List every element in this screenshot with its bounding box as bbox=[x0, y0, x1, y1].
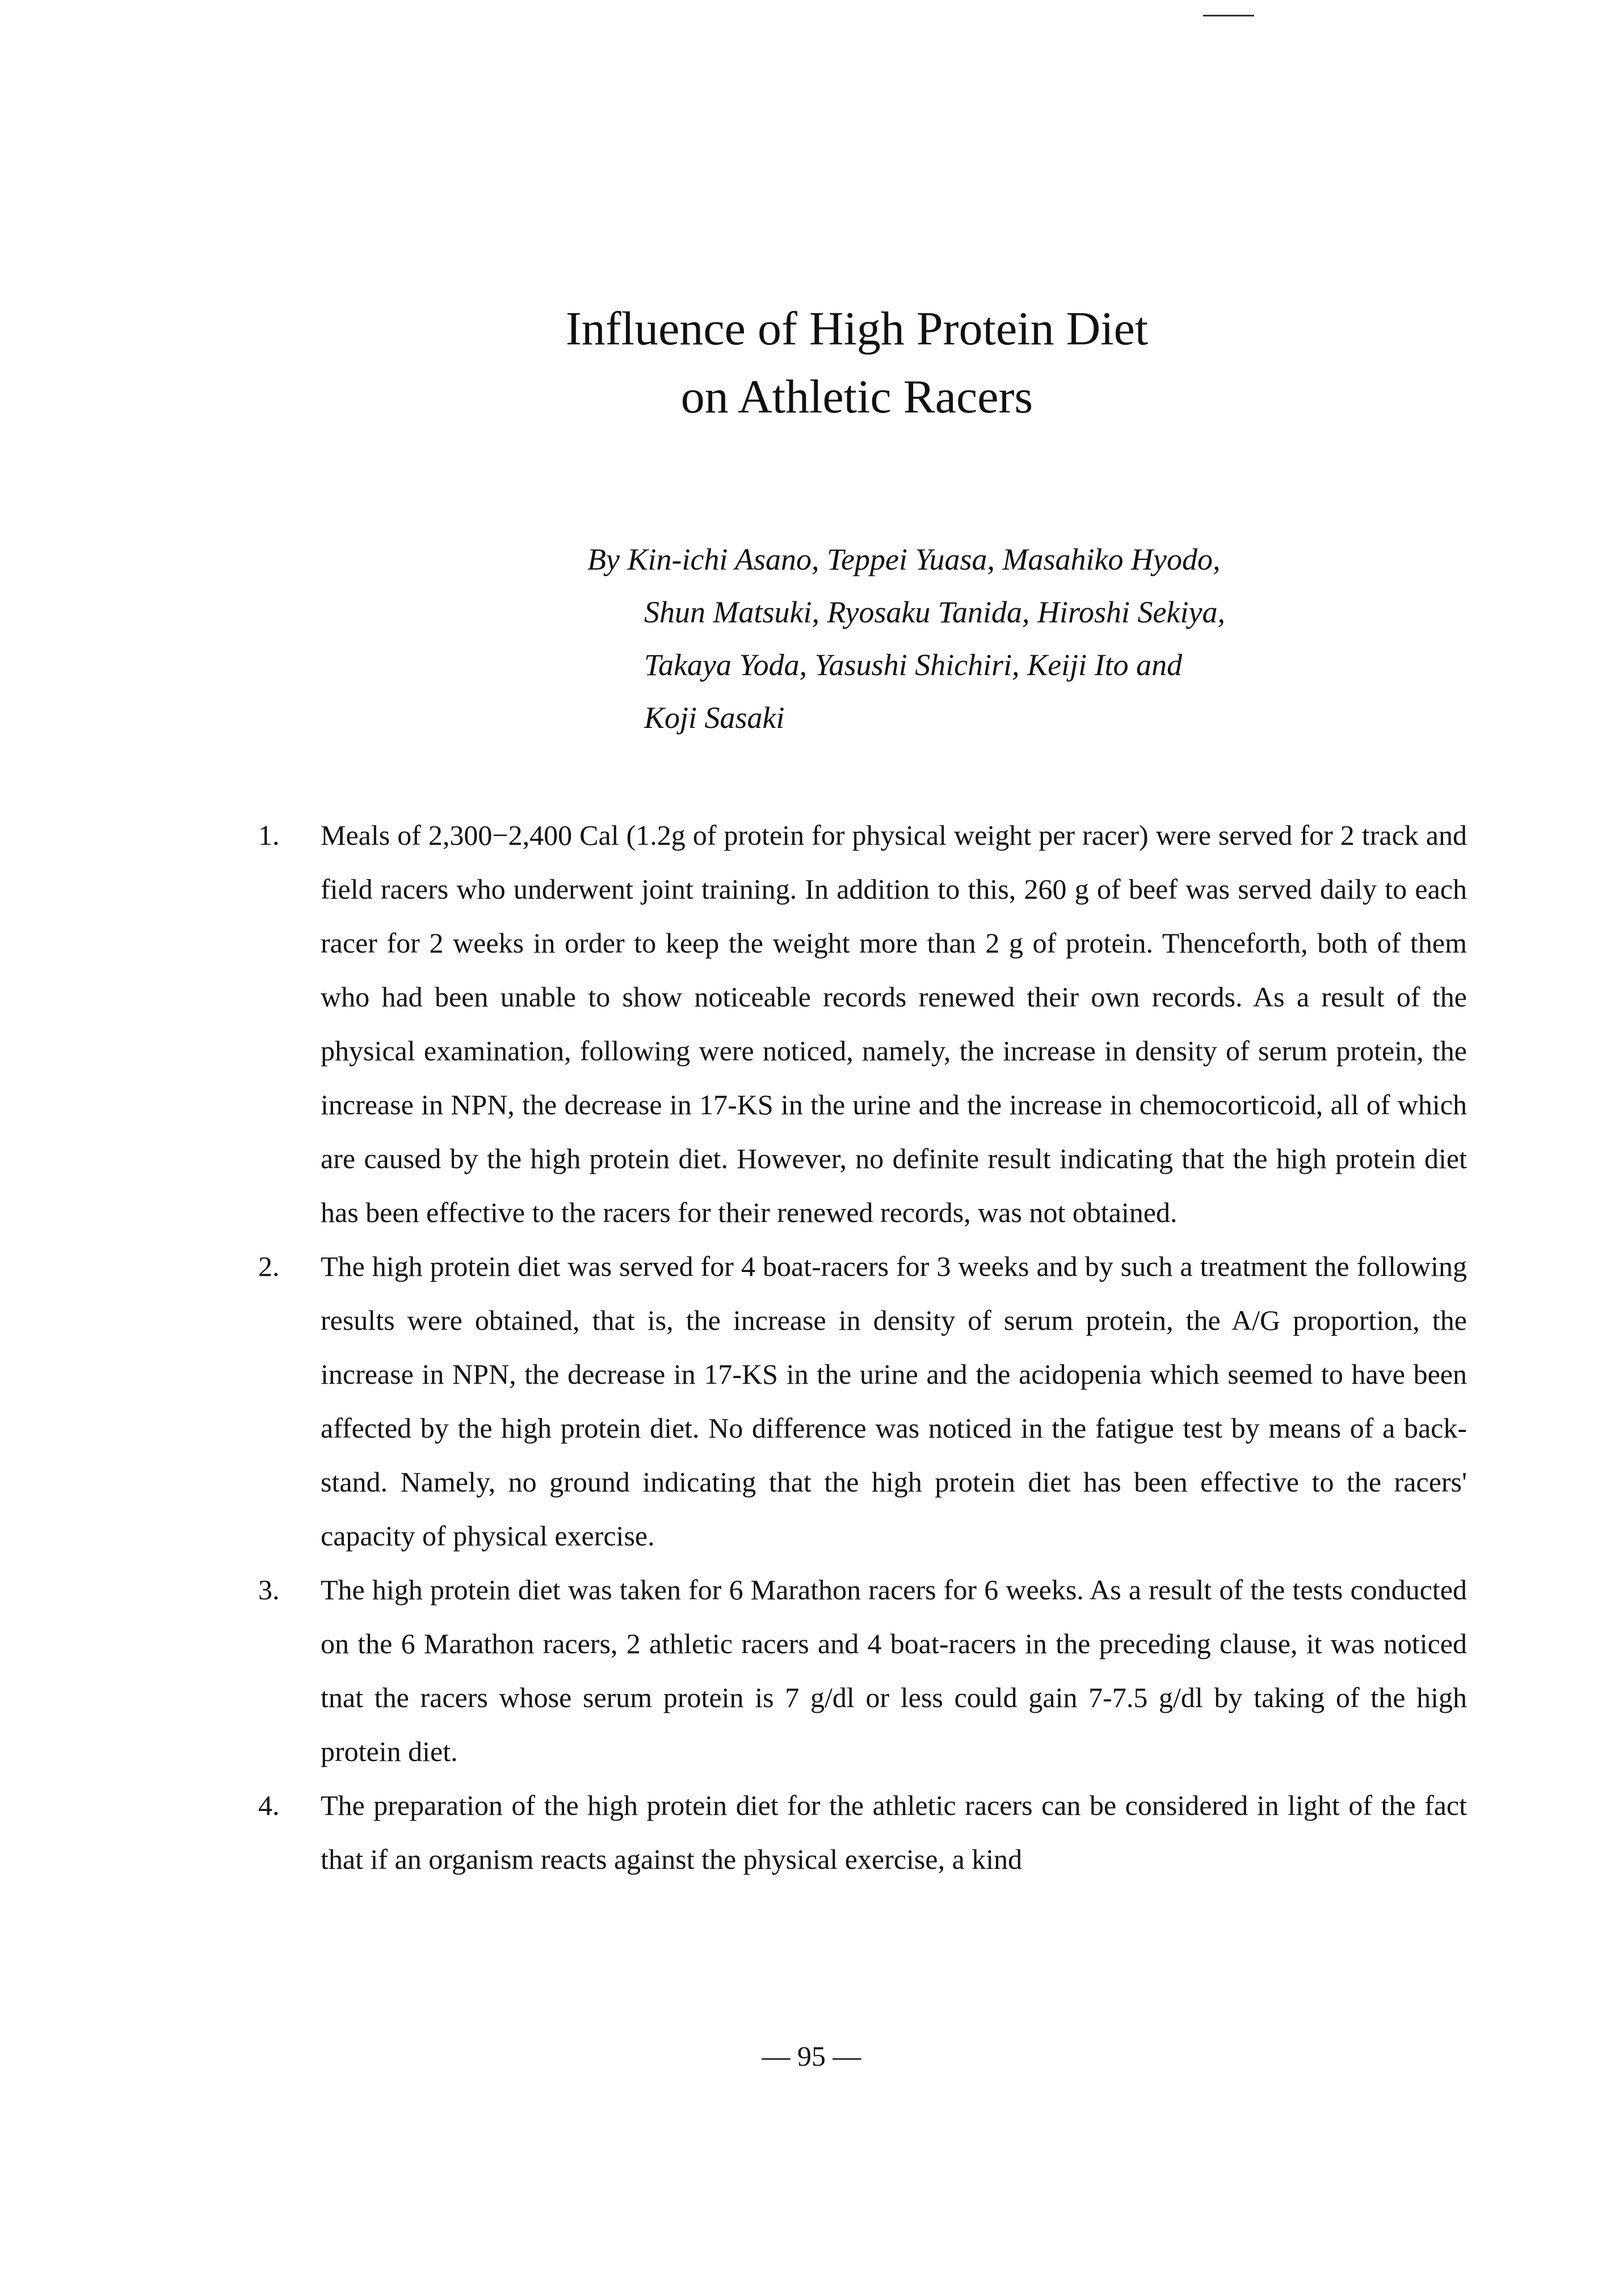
item-number: 4. bbox=[258, 1789, 280, 1821]
item-text: The high protein diet was served for 4 boat-racers for 3 weeks and by such a treatment the following results were obtained, that is, the increase in density of serum protein, the A/G proportion, the increase in NPN, the decrease in 17-KS in the urine and the acidopenia which seemed to have been affected by the high protein diet. No difference was noticed in the fatigue test by means of a back-stand. Namely, no ground indicating that the high protein diet has been effective to the racers' capacity of physical exercise. bbox=[321, 1250, 1467, 1552]
paper-title-line-1: Influence of High Protein Diet bbox=[565, 302, 1149, 355]
item-number: 3. bbox=[258, 1574, 280, 1606]
paper-title-line-2: on Athletic Racers bbox=[680, 370, 1033, 423]
author-line: Takaya Yoda, Yasushi Shichiri, Keiji Ito and bbox=[644, 648, 1183, 682]
numbered-summary-list bbox=[258, 808, 1467, 1886]
item-text: The preparation of the high protein diet for the athletic racers can be considered in light of the fact that if an organism reacts against the physical exercise, a kind bbox=[321, 1789, 1467, 1875]
item-number: 1. bbox=[258, 819, 280, 851]
author-list bbox=[587, 533, 1225, 744]
page-number: — 95 — bbox=[762, 2040, 861, 2072]
item-text: The high protein diet was taken for 6 Marathon racers for 6 weeks. As a result of the tests conducted on the 6 Marathon racers, 2 athletic racers and 4 boat-racers in the preceding clause, it was noticed tnat the racers whose serum protein is 7 g/dl or less could gain 7-7.5 g/dl by taking of the high protein diet. bbox=[321, 1574, 1467, 1767]
header-rule bbox=[1203, 15, 1254, 16]
author-line: By Kin-ichi Asano, Teppei Yuasa, Masahiko Hyodo, bbox=[587, 542, 1221, 576]
item-number: 2. bbox=[258, 1250, 280, 1282]
summary-item bbox=[258, 1240, 1467, 1563]
summary-item bbox=[258, 808, 1467, 1240]
summary-item bbox=[258, 1779, 1467, 1886]
item-text: Meals of 2,300−2,400 Cal (1.2g of protein for physical weight per racer) were served for 2 track and field racers who underwent joint training. In addition to this, 260 g of beef was served daily to each racer for 2 weeks in order to keep the weight more than 2 g of protein. Thenceforth, both of them who had been unable to show noticeable records renewed their own records. As a result of the physical examination, following were noticed, namely, the increase in density of serum protein, the increase in NPN, the decrease in 17-KS in the urine and the increase in chemocorticoid, all of which are caused by the high protein diet. However, no definite result indicating that the high protein diet has been effective to the racers for their renewed records, was not obtained. bbox=[321, 819, 1467, 1228]
summary-item bbox=[258, 1563, 1467, 1779]
author-line: Koji Sasaki bbox=[644, 701, 785, 735]
author-line: Shun Matsuki, Ryosaku Tanida, Hiroshi Sekiya, bbox=[644, 595, 1225, 629]
